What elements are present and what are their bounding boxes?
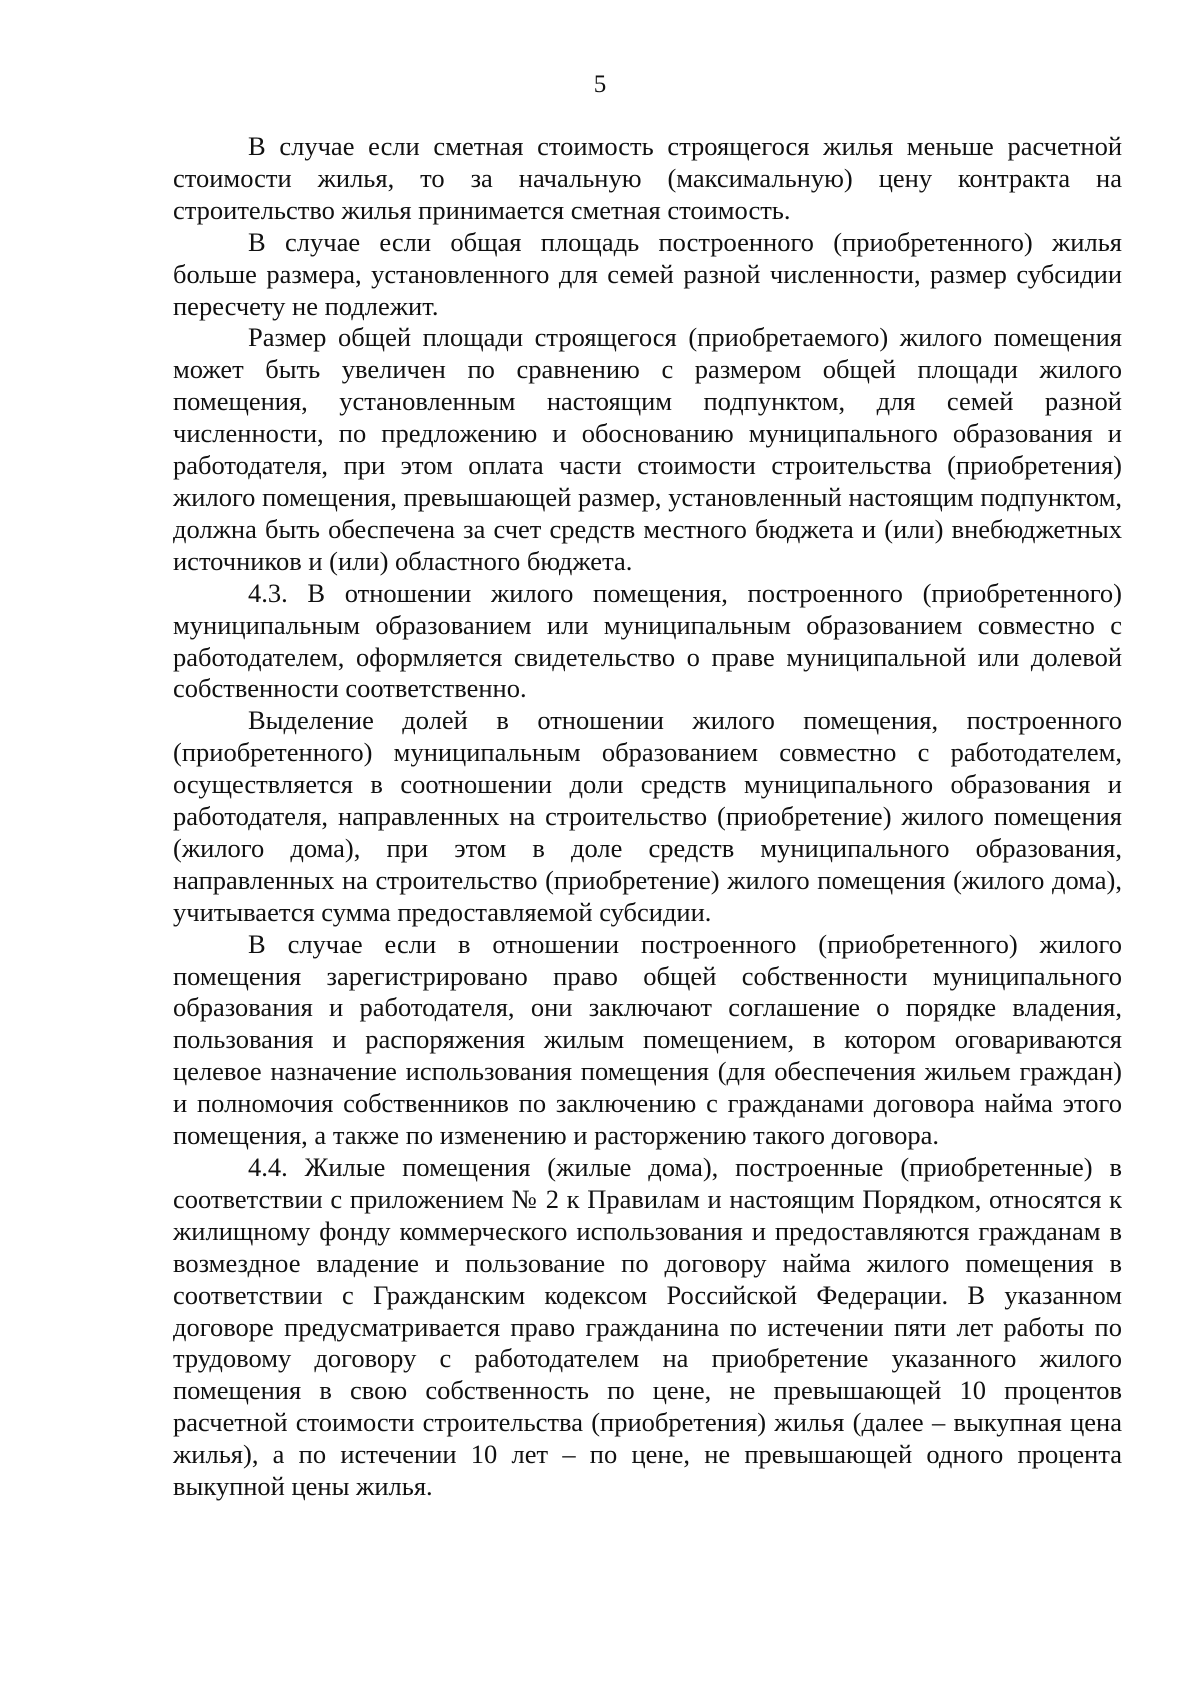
- paragraph-shares: Выделение долей в отношении жилого помещения, построенного (приобретенного) муниципальным образованием совместно с работодателем, осуществляется в соотношении доли средств муниципального образования и работодателя, направленных на строительство (приобретение) жилого помещения (жилого дома), при этом в доле средств муниципального образования, направленных на строительство (приобретение) жилого помещения (жилого дома), учитывается сумма предоставляемой субсидии.: [173, 705, 1122, 927]
- paragraph-4-3: 4.3. В отношении жилого помещения, построенного (приобретенного) муниципальным образованием или муниципальным образованием совместно с работодателем, оформляется свидетельство о праве муниципальной или долевой собственности соответственно.: [173, 577, 1122, 704]
- paragraph-estimate-cost: В случае если сметная стоимость строящегося жилья меньше расчетной стоимости жилья, то за начальную (максимальную) цену контракта на строительство жилья принимается сметная стоимость.: [173, 131, 1122, 225]
- paragraph-common-ownership: В случае если в отношении построенного (приобретенного) жилого помещения зарегистрировано право общей собственности муниципального образования и работодателя, они заключают соглашение о порядке владения, пользования и распоряжения жилым помещением, в котором оговариваются целевое назначение использования помещения (для обеспечения жильем граждан) и полномочия собственников по заключению с гражданами договора найма этого помещения, а также по изменению и расторжению такого договора.: [173, 928, 1122, 1151]
- page-number: 5: [593, 71, 607, 98]
- body-text: [173, 131, 1122, 1503]
- paragraph-area-increase: Размер общей площади строящегося (приобретаемого) жилого помещения может быть увеличен по сравнению с размером общей площади жилого помещения, установленным настоящим подпунктом, для семей разной численности, по предложению и обоснованию муниципального образования и работодателя, при этом оплата части стоимости строительства (приобретения) жилого помещения, превышающей размер, установленный настоящим подпунктом, должна быть обеспечена за счет средств местного бюджета и (или) внебюджетных источников и (или) областного бюджета.: [173, 322, 1122, 576]
- paragraph-4-4: 4.4. Жилые помещения (жилые дома), построенные (приобретенные) в соответствии с приложением № 2 к Правилам и настоящим Порядком, относятся к жилищному фонду коммерческого использования и предоставляются гражданам в возмездное владение и пользование по договору найма жилого помещения в соответствии с Гражданским кодексом Российской Федерации. В указанном договоре предусматривается право гражданина по истечении пяти лет работы по трудовому договору с работодателем на приобретение указанного жилого помещения в свою собственность по цене, не превышающей 10 процентов расчетной стоимости строительства (приобретения) жилья (далее – выкупная цена жилья), а по истечении 10 лет – по цене, не превышающей одного процента выкупной цены жилья.: [173, 1152, 1122, 1502]
- paragraph-area-exceeds: В случае если общая площадь построенного (приобретенного) жилья больше размера, установленного для семей разной численности, размер субсидии пересчету не подлежит.: [173, 226, 1122, 321]
